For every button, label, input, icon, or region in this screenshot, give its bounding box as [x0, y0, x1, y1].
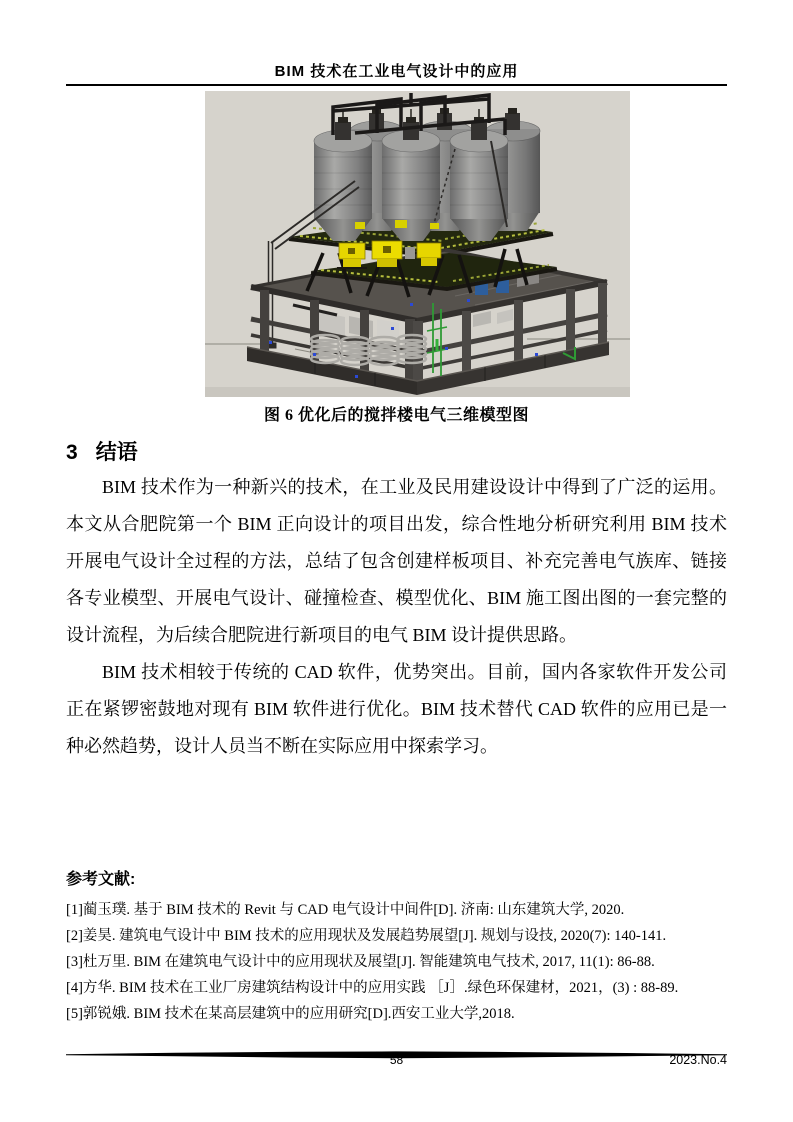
reference-item: [5]郭锐娥. BIM 技术在某高层建筑中的应用研究[D].西安工业大学,2018.: [66, 1006, 515, 1022]
reference-item: [2]姜昊. 建筑电气设计中 BIM 技术的应用现状及发展趋势展望[J]. 规划与设技, 2020(7): 140-141.: [66, 928, 667, 944]
references-list: [66, 897, 736, 1027]
footer-issue-label: 2023.No.4: [669, 1053, 727, 1067]
footer-page-number: 58: [389, 1053, 404, 1067]
references-heading: 参考文献:: [66, 871, 136, 888]
paragraph-1: BIM 技术作为一种新兴的技术，在工业及民用建设设计中得到了广泛的运用。本文从合肥院第一个 BIM 正向设计的项目出发，综合性地分析研究利用 BIM 技术开展电气设计全过程的方法，总结了包含创建样板项目、补充完善电气族库、链接各专业模型、开展电气设计、碰撞检查、模型优化、BIM 施工图出图的一套完整的设计流程，为后续合肥院进行新项目的电气 BIM 设计提供思路。: [66, 477, 727, 645]
reference-item: [4]方华. BIM 技术在工业厂房建筑结构设计中的应用实践 ［J］.绿色环保建材，2021，(3) : 88-89.: [66, 980, 679, 996]
section-number: 3: [66, 441, 78, 464]
body-text-block: [66, 469, 727, 765]
page-header-title: BIM 技术在工业电气设计中的应用: [274, 63, 519, 80]
header-rule: [66, 84, 727, 86]
paragraph-2: BIM 技术相较于传统的 CAD 软件，优势突出。目前，国内各家软件开发公司正在紧锣密鼓地对现有 BIM 软件进行优化。BIM 技术替代 CAD 软件的应用已是一种必然趋势，设计人员当不断在实际应用中探索学习。: [66, 662, 727, 756]
mixing-tower-3d-rendering: [205, 91, 630, 397]
reference-item: [3]杜万里. BIM 在建筑电气设计中的应用现状及展望[J]. 智能建筑电气技术, 2017, 11(1): 86-88.: [66, 954, 655, 970]
section-title: 结语: [95, 441, 138, 464]
figure-caption: 图 6 优化后的搅拌楼电气三维模型图: [263, 407, 529, 424]
reference-item: [1]蔺玉璞. 基于 BIM 技术的 Revit 与 CAD 电气设计中间件[D]. 济南: 山东建筑大学, 2020.: [66, 902, 625, 918]
figure-image-3d-model: [205, 91, 630, 397]
section-heading: [66, 436, 138, 466]
